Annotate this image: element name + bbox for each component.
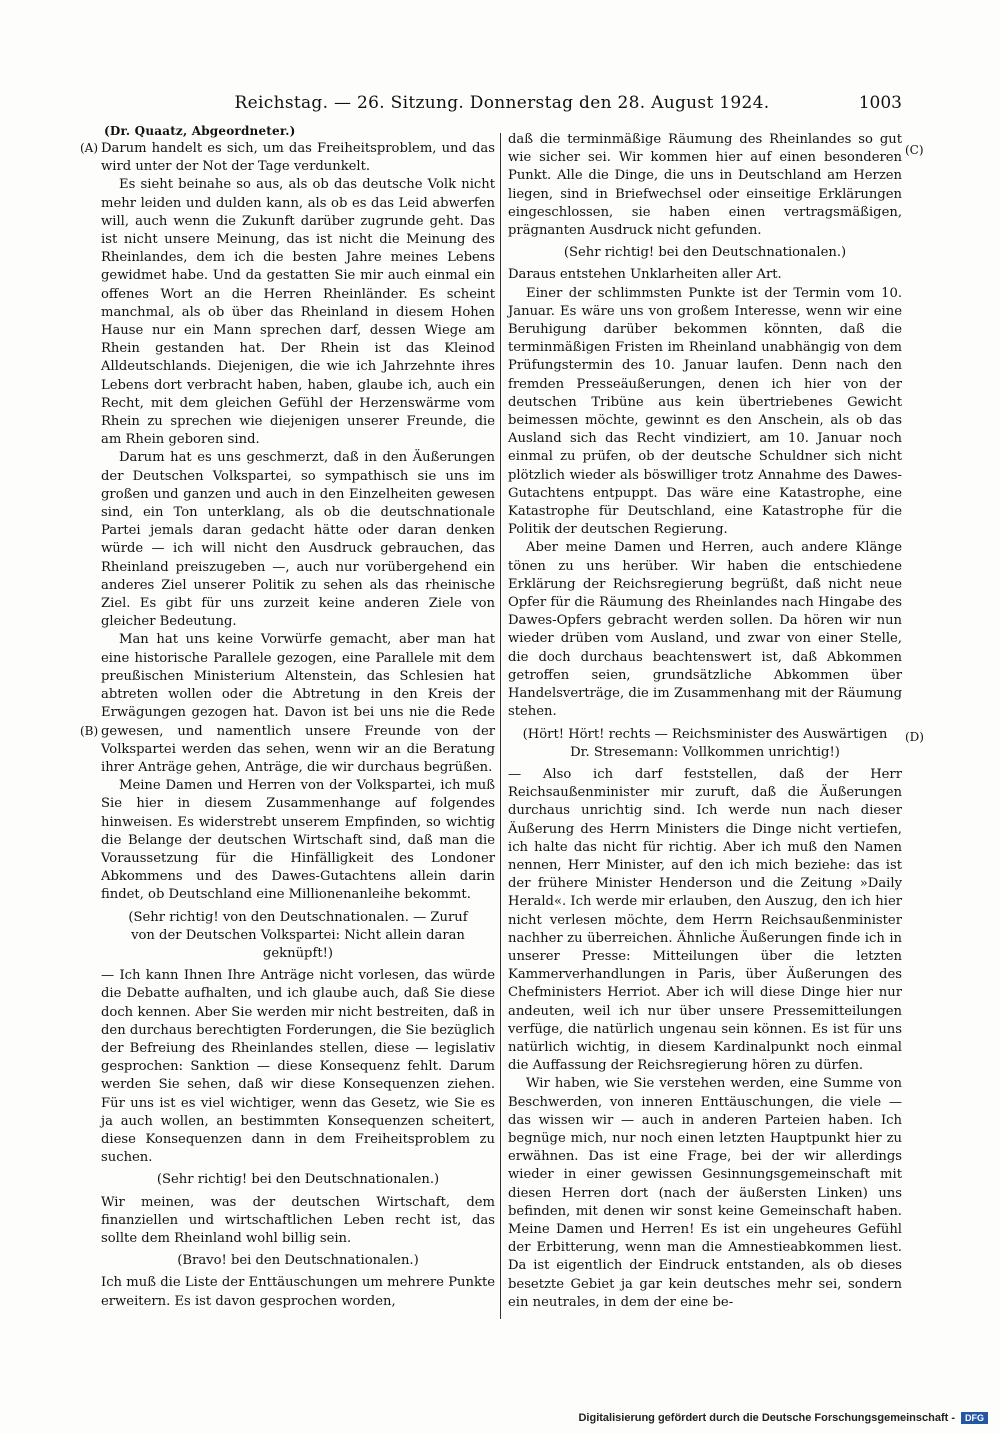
interjection: (Hört! Hört! rechts — Reichsminister des Auswärtigen Dr. Stresemann: Vollkommen unrichtig!): [522, 726, 888, 760]
paragraph: Ich muß die Liste der Enttäuschungen um mehrere Punkte erweitern. Es ist davon gesprochen worden,: [101, 1275, 495, 1309]
interjection: (Sehr richtig! von den Deutschnationalen. — Zuruf von der Deutschen Volkspartei: Nicht allein daran geknüpft!): [128, 909, 468, 961]
margin-marker-c: (C): [905, 143, 924, 157]
paragraph: daß die terminmäßige Räumung des Rheinlandes so gut wie sicher sei. Wir kommen hier auf einen besonderen Punkt. Alle die Dinge, die uns in Deutschland am Herzen liegen, sind in Briefwechsel oder einseitige Erklärungen eingeschlossen, sie haben einen vertragsmäßigen, prägnanten Ausdruck nicht gefunden.: [508, 132, 902, 239]
margin-marker-a: (A): [80, 141, 99, 155]
paragraph: Daraus entstehen Unklarheiten aller Art.: [508, 267, 782, 283]
column-divider: [500, 133, 501, 1319]
paragraph: Einer der schlimmsten Punkte ist der Termin vom 10. Januar. Es wäre uns von großem Interesse, wenn wir eine Beruhigung darüber bekommen könnten, daß die terminmäßigen Fristen im Rheinland unabhängig von dem Prüfungstermin des 10. Januar laufen. Denn nach den fremden Presseäußerungen, denen ich hier von der deutschen Tribüne aus kein übertriebenes Gewicht beimessen möchte, gewinnt es den Anschein, als ob das Ausland sich das Recht vindiziert, am 10. Januar noch einmal zu prüfen, ob der deutsche Schuldner sich nicht plötzlich wieder als böswilliger trotz Annahme des Dawes-Gutachtens entpuppt. Das wäre eine Katastrophe, eine Katastrophe für Deutschland, eine Katastrophe für die Politik der deutschen Regierung.: [508, 285, 902, 538]
speaker-line: (Dr. Quaatz, Abgeordneter.): [104, 124, 296, 138]
interjection: (Bravo! bei den Deutschnationalen.): [177, 1253, 419, 1269]
interjection: (Sehr richtig! bei den Deutschnationalen.): [156, 1172, 440, 1188]
left-column: [101, 140, 495, 1311]
paragraph: — Also ich darf feststellen, daß der Herr Reichsaußenminister mir zuruft, daß die Äußerungen durchaus unrichtig sind. Ich werde nun nach dieser Äußerung des Herrn Ministers die Dinge nicht vertiefen, ich halte das nicht für richtig. Aber ich muß den Namen nennen, Herr Minister, auf den ich mich beziehe: das ist der frühere Minister Henderson und die Zeitung »Daily Herald«. Ich werde mir erlauben, den Auszug, den ich hier nicht verlesen möchte, dem Herrn Reichsaußenminister nachher zu überreichen. Ähnliche Äußerungen finde ich in unserer Presse: Mitteilungen über die letzten Kammerverhandlungen in Paris, über Äußerungen des Chefministers Herriot. Aber ich will diese Dinge hier nur andeuten, weil ich nur über unsere Pressemitteilungen verfüge, die natürlich ungenau sein können. Es ist für uns natürlich wichtig, in diesem Kardinalpunkt noch einmal die Auffassung der Reichsregierung hören zu dürfen.: [508, 766, 902, 1074]
interjection: (Sehr richtig! bei den Deutschnationalen.): [563, 245, 847, 261]
paragraph: Es sieht beinahe so aus, als ob das deutsche Volk nicht mehr leiden und dulden kann, als ob es das Leid abwerfen will, auch wenn die Zukunft darüber zugrunde geht. Das ist nicht unsere Meinung, das ist nicht die Meinung des Rheinlandes, dem ich die besten Jahre meines Lebens gewidmet habe. Und da gestatten Sie mir auch einmal ein offenes Wort an die Herren Rheinländer. Es scheint manchmal, als ob über das Rheinland in diesem Hohen Hause nur ein Mann sprechen darf, dessen Wiege am Rhein gestanden hat. Der Rhein ist das Kleinod Alldeutschlands. Diejenigen, die wie ich Jahrzehnte ihres Lebens dort verbracht haben, haben, glaube ich, auch ein Recht, mit dem gleichen Gefühl der Herzenswärme vom Rhein zu sprechen wie diejenigen unserer Freunde, die am Rhein geboren sind.: [101, 177, 495, 448]
paragraph: Man hat uns keine Vorwürfe gemacht, aber man hat eine historische Parallele gezogen, eine Parallele mit dem preußischen Ministerium Altenstein, das Schlesien hat abtreten wollen oder die Abtretung in den Kreis der Erwägungen gezogen hat. Davon ist bei uns nie die Rede gewesen, und namentlich unsere Freunde von der Volkspartei werden das sehen, wenn wir an die Beratung ihrer Anträge gehen, Anträge, die wir durchaus begrüßen.: [101, 632, 495, 775]
footer-text: Digitalisierung gefördert durch die Deutsche Forschungsgemeinschaft -: [578, 1412, 955, 1424]
page-number: 1003: [858, 93, 902, 113]
dfg-logo: DFG: [961, 1412, 988, 1424]
paragraph: Wir meinen, was der deutschen Wirtschaft, dem finanziellen und wirtschaftlichen Leben recht ist, das sollte dem Rheinland wohl billig sein.: [101, 1194, 495, 1246]
paragraph: Darum handelt es sich, um das Freiheitsproblem, und das wird unter der Not der Tage verdunkelt.: [101, 141, 495, 175]
page-header: [0, 93, 1000, 123]
margin-marker-b: (B): [80, 724, 99, 738]
page-footer: [578, 1412, 988, 1424]
paragraph: Wir haben, wie Sie verstehen werden, eine Summe von Beschwerden, von inneren Enttäuschungen, die viele — das wissen wir — auch in anderen Parteien haben. Ich begnüge mich, nur noch einen letzten Hauptpunkt hier zu erwähnen. Das ist eine Frage, bei der wir allerdings wieder in einer gewissen Gesinnungsgemeinschaft mit diesen Herren dort (nach der äußersten Linken) uns befinden, mit denen wir sonst keine Gemeinschaft haben. Meine Damen und Herren! Es ist ein ungeheures Gefühl der Erbitterung, wenn man die Amnestieabkommen liest. Da ist eigentlich der Eindruck entstanden, als ob dieses besetzte Gebiet ja gar kein deutsches mehr sei, sondern ein neutrales, in dem der eine be-: [508, 1076, 902, 1310]
margin-marker-d: (D): [905, 730, 924, 744]
paragraph: Aber meine Damen und Herren, auch andere Klänge tönen zu uns herüber. Wir haben die entschiedene Erklärung der Reichsregierung begrüßt, daß nicht neue Opfer für die Räumung des Rheinlandes nach Hingabe des Dawes-Opfers gebracht werden sollen. Da hören wir nun wieder drüben vom Ausland, und zwar von einer Stelle, die doch durchaus beachtenswert ist, daß Abkommen getroffen seien, grundsätzliche Abkommen über Handelsverträge, die im Zusammenhang mit der Räumung stehen.: [508, 540, 902, 720]
paragraph: Meine Damen und Herren von der Volkspartei, ich muß Sie hier in diesem Zusammenhange auf folgendes hinweisen. Es widerstrebt unserem Empfinden, so wichtig die Belange der deutschen Wirtschaft sind, daß man die Voraussetzung für die Hinfälligkeit des Londoner Abkommens und des Dawes-Gutachtens allein darin findet, ob Deutschland eine Millionenanleihe bekommt.: [101, 778, 495, 903]
paragraph: Darum hat es uns geschmerzt, daß in den Äußerungen der Deutschen Volkspartei, so sympathisch sie uns im großen und ganzen und auch in den Einzelheiten gewesen sind, ein Ton unterklang, als ob die deutschnationale Partei jemals daran gedacht hätte oder daran denken würde — ich will nicht den Ausdruck gebrauchen, das Rheinland preiszugeben —, auch nur vorübergehend ein anderes Ziel unserer Politik zu sehen als das rheinische Ziel. Es gibt für uns zurzeit keine anderen Ziele von gleicher Bedeutung.: [101, 450, 495, 630]
right-column: [508, 131, 902, 1312]
running-title: Reichstag. — 26. Sitzung. Donnerstag den 28. August 1924.: [234, 93, 770, 113]
paragraph: — Ich kann Ihnen Ihre Anträge nicht vorlesen, das würde die Debatte aufhalten, und ich glaube auch, daß Sie diese doch kennen. Aber Sie werden mir nicht bestreiten, daß in den durchaus berechtigten Forderungen, die Sie bezüglich der Befreiung des Rheinlandes stellen, diese — legislativ gesprochen: Sanktion — diese Konsequenz fehlt. Darum werden Sie sehen, daß wir diese Konsequenzen ziehen. Für uns ist es viel wichtiger, wenn das Gesetz, wie Sie es ja auch wollen, an bestimmten Konsequenzen scheitert, diese Konsequenzen dann in dem Freiheitsproblem zu suchen.: [101, 968, 495, 1166]
